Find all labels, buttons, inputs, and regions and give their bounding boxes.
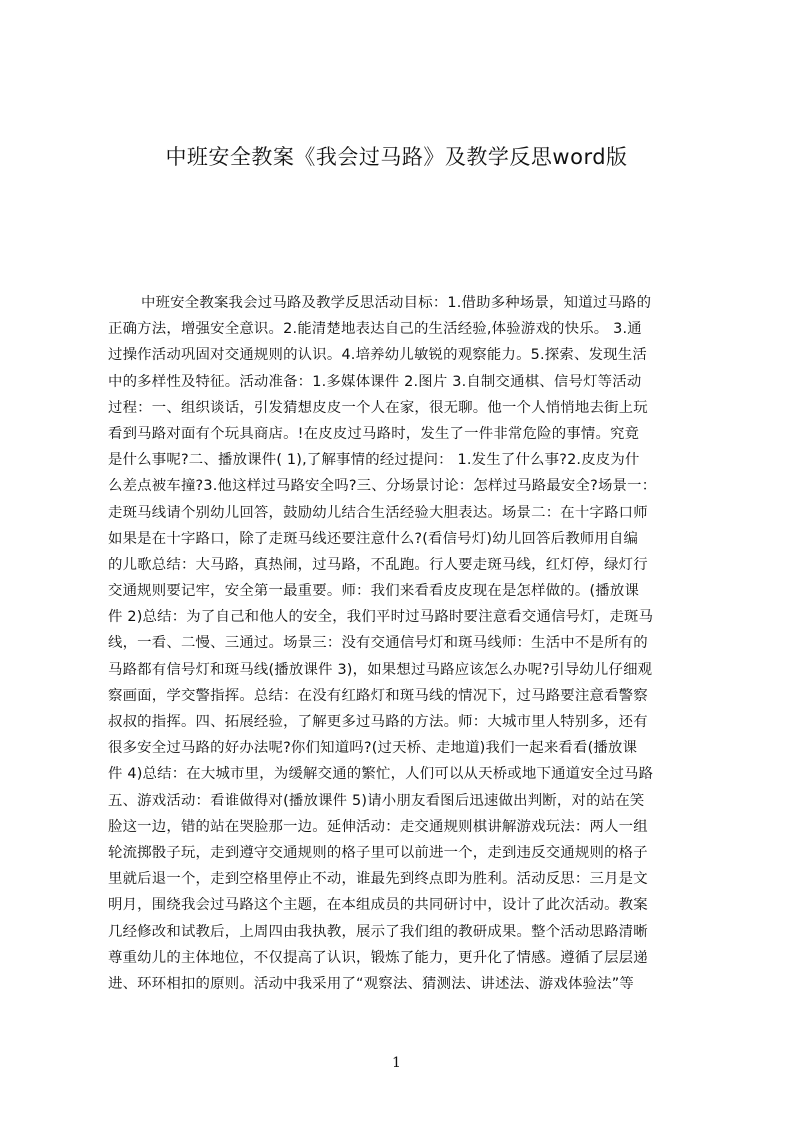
paragraph-line: 轮流掷骰子玩，走到遵守交通规则的格子里可以前进一个，走到违反交通规则的格子: [108, 844, 648, 861]
paragraph-line: 进、环环相扣的原则。活动中我采用了“观察法、猜测法、讲述法、游戏体验法”等: [108, 975, 634, 992]
paragraph-line: 走斑马线请个别幼儿回答，鼓励幼儿结合生活经验大胆表达。场景二：在十字路口师: [108, 504, 648, 521]
paragraph-line: 如果是在十字路口，除了走斑马线还要注意什么?(看信号灯)幼儿回答后教师用自编: [108, 530, 639, 547]
body-paragraph: [108, 290, 698, 997]
paragraph-line: 马路都有信号灯和斑马线(播放课件 3)，如果想过马路应该怎么办呢?引导幼儿仔细观: [108, 661, 653, 678]
paragraph-line: 看到马路对面有个玩具商店。!在皮皮过马路时，发生了一件非常危险的事情。究竟: [108, 425, 640, 442]
paragraph-line: 的儿歌总结：大马路，真热闹，过马路，不乱跑。行人要走斑马线，红灯停，绿灯行: [108, 556, 648, 573]
paragraph-line: 脸这一边，错的站在哭脸那一边。延伸活动：走交通规则棋讲解游戏玩法：两人一组: [108, 818, 648, 835]
paragraph-line: 尊重幼儿的主体地位，不仅提高了认识，锻炼了能力，更升化了情感。遵循了层层递: [108, 949, 648, 966]
paragraph-line: 五、游戏活动：看谁做得对(播放课件 5)请小朋友看图后迅速做出判断，对的站在笑: [108, 792, 645, 809]
paragraph-line: 中的多样性及特征。活动准备：1.多媒体课件 2.图片 3.自制交通棋、信号灯等活动: [108, 373, 642, 390]
paragraph-line: 很多安全过马路的好办法呢?你们知道吗?(过天桥、走地道)我们一起来看看(播放课: [108, 740, 638, 757]
paragraph-line: 几经修改和试教后，上周四由我执教，展示了我们组的教研成果。整个活动思路清晰: [108, 923, 648, 940]
paragraph-line: 过程：一、组织谈话，引发猜想皮皮一个人在家，很无聊。他一个人悄悄地去街上玩: [108, 399, 648, 416]
paragraph-line: 过操作活动巩固对交通规则的认识。4.培养幼儿敏锐的观察能力。5.探索、发现生活: [108, 347, 647, 364]
paragraph-line: 里就后退一个，走到空格里停止不动，谁最先到终点即为胜利。活动反思：三月是文: [108, 871, 648, 888]
paragraph-line: 中班安全教案我会过马路及教学反思活动目标：1.借助多种场景，知道过马路的: [141, 295, 652, 311]
paragraph-line: 线，一看、二慢、三通过。场景三：没有交通信号灯和斑马线师：生活中不是所有的: [108, 635, 648, 652]
paragraph-line: 件 2)总结：为了自己和他人的安全，我们平时过马路时要注意看交通信号灯，走斑马: [108, 609, 654, 626]
paragraph-line: 件 4)总结：在大城市里，为缓解交通的繁忙，人们可以从天桥或地下通道安全过马路: [108, 766, 654, 783]
page-number: 1: [392, 1055, 401, 1071]
paragraph-line: 正确方法，增强安全意识。2.能清楚地表达自己的生活经验,体验游戏的快乐。 3.通: [108, 321, 642, 338]
paragraph-line: 叔叔的指挥。四、拓展经验，了解更多过马路的方法。师：大城市里人特别多，还有: [108, 714, 648, 730]
paragraph-line: 察画面，学交警指挥。总结：在没有红路灯和斑马线的情况下，过马路要注意看警察: [108, 687, 648, 704]
paragraph-line: 明月，围绕我会过马路这个主题，在本组成员的共同研讨中，设计了此次活动。教案: [108, 897, 648, 914]
paragraph-line: 是什么事呢?二、播放课件( 1),了解事情的经过提问： 1.发生了什么事?2.皮皮为什: [108, 452, 640, 469]
paragraph-line: 交通规则要记牢，安全第一最重要。师：我们来看看皮皮现在是怎样做的。(播放课: [108, 583, 640, 600]
document-title: 中班安全教案《我会过马路》及教学反思word版: [165, 145, 628, 169]
paragraph-line: 么差点被车撞?3.他这样过马路安全吗?三、分场景讨论：怎样过马路最安全?场景一：: [108, 478, 657, 495]
